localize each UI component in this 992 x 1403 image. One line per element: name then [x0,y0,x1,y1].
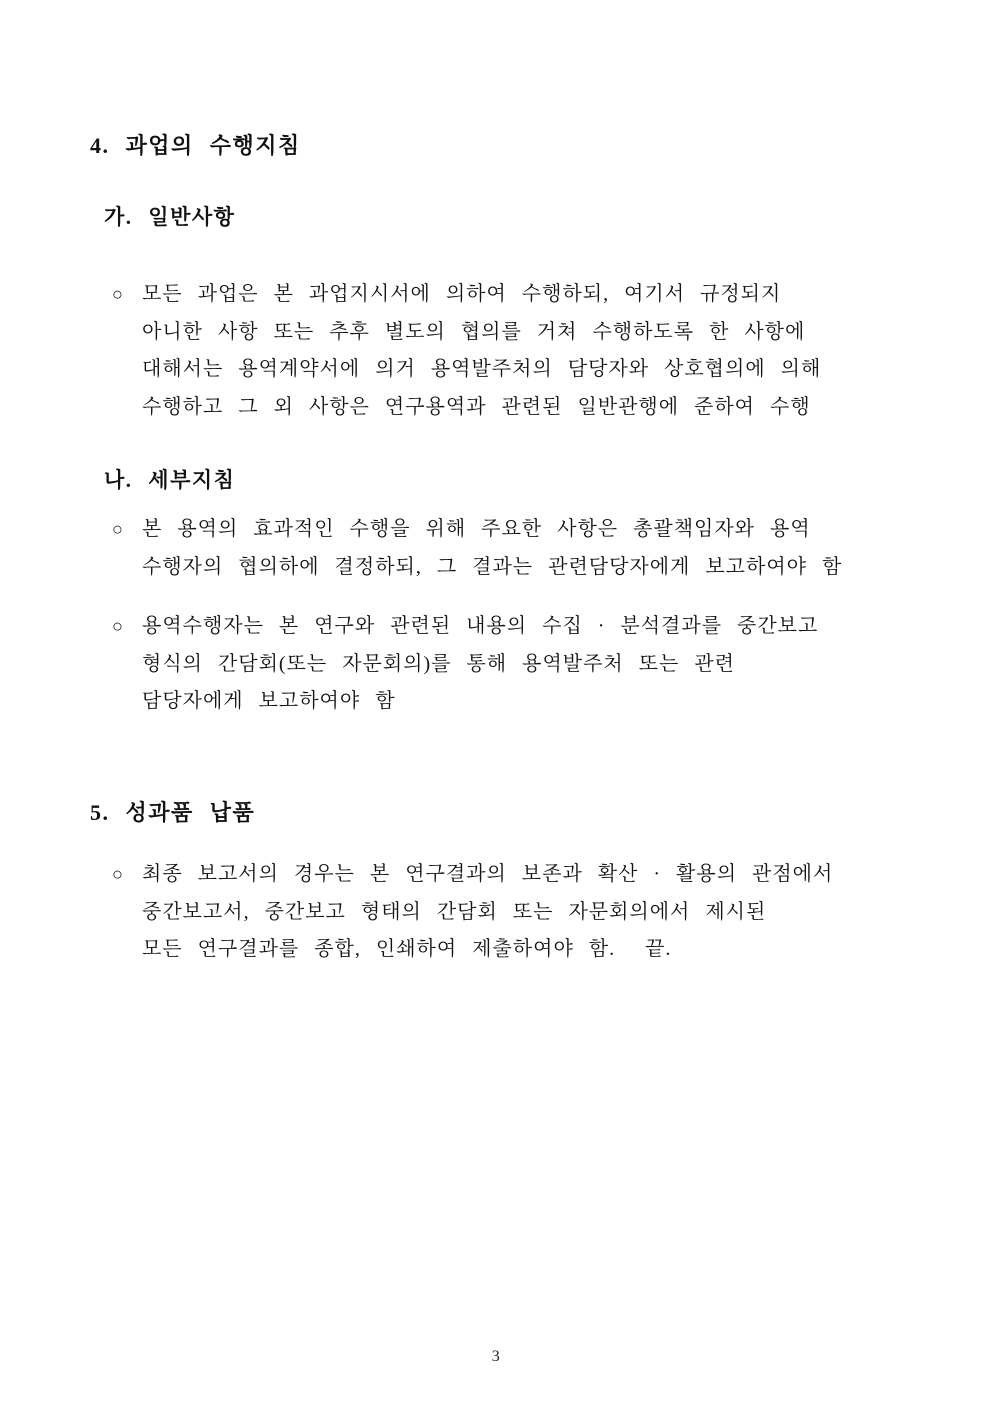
paragraph-line: 수행자의 협의하에 결정하되, 그 결과는 관련담당자에게 보고하여야 함 [142,555,843,578]
paragraph-line: 용역수행자는 본 연구와 관련된 내용의 수집 · 분석결과를 중간보고 [142,615,819,637]
bullet-item-general-1 [112,276,942,426]
bullet-item-detail-2 [112,608,942,721]
bullet-text [142,608,942,721]
paragraph-line: 본 용역의 효과적인 수행을 위해 주요한 사항은 총괄책임자와 용역 [142,518,811,540]
circle-bullet-icon: ○ [112,616,123,636]
paragraph-line: 모든 과업은 본 과업지시서에 의하여 수행하되, 여기서 규정되지 [142,283,782,305]
page-number: 3 [491,1348,501,1365]
bullet-item-deliverable-1 [112,856,942,969]
circle-bullet-icon: ○ [112,519,123,539]
bullet-item-detail-1 [112,511,942,586]
paragraph-line: 담당자에게 보고하여야 함 [142,690,396,712]
circle-bullet-icon: ○ [112,864,123,884]
paragraph-line: 중간보고서, 중간보고 형태의 간담회 또는 자문회의에서 제시된 [142,900,767,923]
section-4a-heading: 가. 일반사항 [104,205,236,229]
paragraph-line: 모든 연구결과를 종합, 인쇄하여 제출하여야 함. 끝. [142,938,672,960]
section-4b-heading: 나. 세부지침 [104,468,236,492]
paragraph-line: 수행하고 그 외 사항은 연구용역과 관련된 일반관행에 준하여 수행 [142,395,811,418]
section-4-heading: 4. 과업의 수행지침 [90,133,301,158]
bullet-text [142,856,942,969]
paragraph-line: 최종 보고서의 경우는 본 연구결과의 보존과 확산 · 활용의 관점에서 [142,863,834,885]
section-5-heading: 5. 성과품 납품 [90,800,256,825]
bullet-text [142,276,942,426]
circle-bullet-icon: ○ [112,284,123,304]
paragraph-line: 아니한 사항 또는 추후 별도의 협의를 거쳐 수행하도록 한 사항에 [142,320,806,343]
bullet-text [142,511,942,586]
paragraph-line: 대해서는 용역계약서에 의거 용역발주처의 담당자와 상호협의에 의해 [142,358,822,380]
paragraph-line: 형식의 간담회(또는 자문회의)를 통해 용역발주처 또는 관련 [142,652,735,675]
